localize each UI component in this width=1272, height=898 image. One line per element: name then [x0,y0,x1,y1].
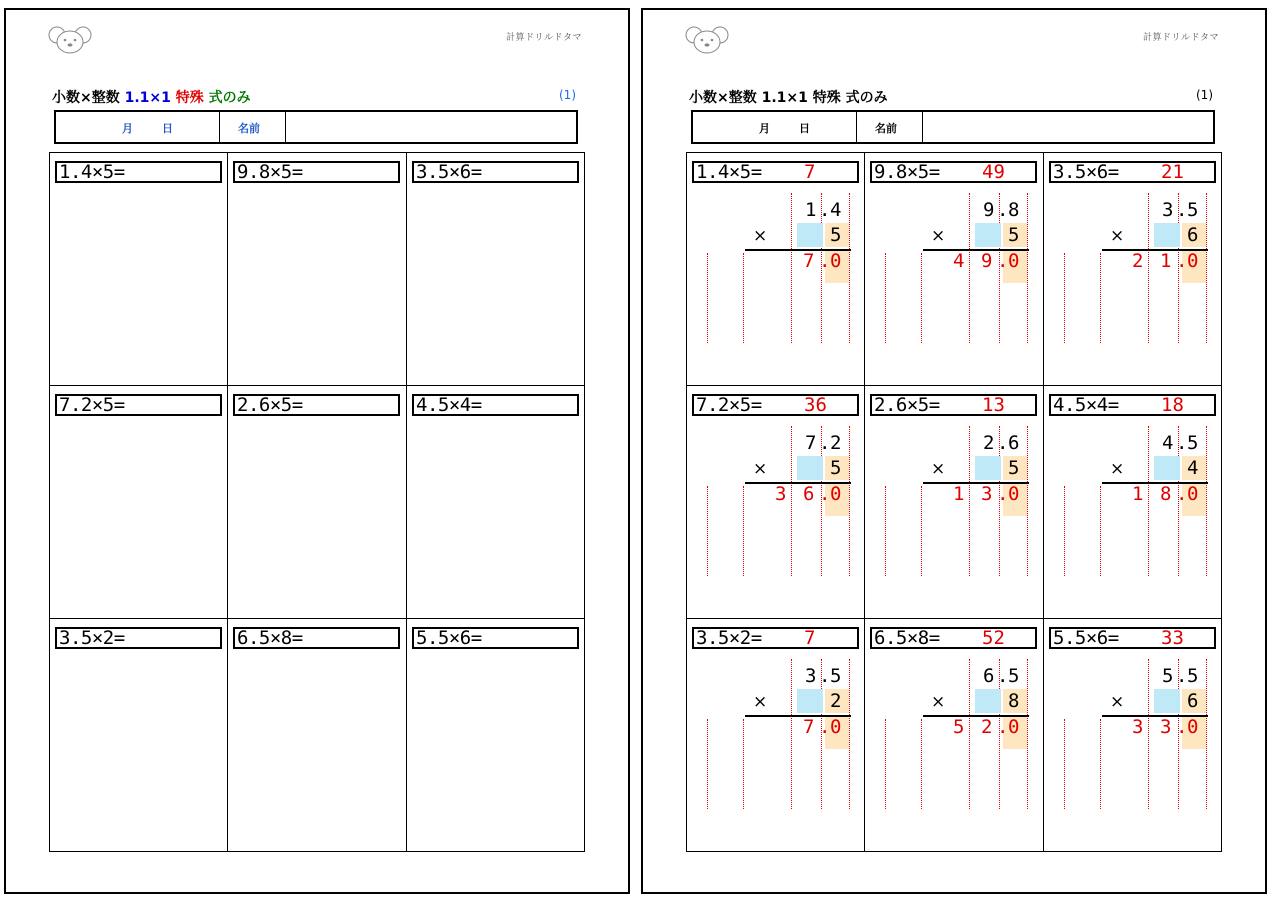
guide-line [1100,486,1101,576]
problem-expression: 3.5×6= [416,161,482,183]
problem-cell [228,386,406,619]
guide-line [885,253,886,343]
problem-expression: 3.5×2= [696,627,762,649]
brand-label: 計算ドリルドタマ [505,33,582,43]
result-digit: 0 [1187,483,1199,505]
problem-box [412,394,579,416]
result-digit: 2 [1132,250,1144,272]
result-digit: 1 [953,483,965,505]
problem-cell [50,619,228,852]
problem-box [1049,627,1216,649]
guide-line [791,659,792,809]
result-decimal-point: . [1176,716,1188,738]
guide-line [849,426,850,576]
result-decimal-point: . [819,483,831,505]
guide-line [791,426,792,576]
problem-cell [687,619,865,852]
result-digit: 0 [1187,250,1199,272]
times-sign: × [1110,692,1125,712]
multiplier-digit: 4 [1187,457,1199,479]
result-digit: 3 [1160,716,1172,738]
top-digit: 2 [983,432,995,454]
guide-line [1064,719,1065,809]
result-digit: 7 [803,250,815,272]
result-digit: 0 [830,250,842,272]
top-digit: 9 [983,199,995,221]
top-digit: 3 [805,665,817,687]
result-digit: 6 [803,483,815,505]
guide-line [1206,193,1207,343]
guide-line [743,253,744,343]
problem-expression: 7.2×5= [696,394,762,416]
guide-line [849,193,850,343]
top-decimal-point: . [819,665,831,687]
problem-cell [1044,619,1222,852]
times-sign: × [753,226,768,246]
title-special: 特殊 [175,90,204,106]
guide-line [707,719,708,809]
guide-line [969,659,970,809]
problem-cell [407,619,585,852]
problem-cell [228,153,406,386]
problem-box [233,394,400,416]
problem-expression: 1.4×5= [59,161,125,183]
guide-line [849,659,850,809]
title-special: 特殊 [812,90,841,106]
top-decimal-point: . [819,432,831,454]
name-label: 名前 [238,122,260,135]
problem-box [412,161,579,183]
problem-cell [50,153,228,386]
guide-line [885,486,886,576]
top-digit: 4 [1162,432,1174,454]
name-box [691,110,1215,144]
times-sign: × [753,459,768,479]
name-label-cell [220,112,286,142]
top-decimal-point: . [1176,199,1188,221]
guide-line [707,253,708,343]
title-range: 1.1×1 [761,90,808,106]
problem-cell [228,619,406,852]
problem-box [692,394,859,416]
problem-box [55,627,222,649]
result-digit: 1 [1160,250,1172,272]
guide-line [1148,426,1149,576]
top-decimal-point: . [819,199,831,221]
multiplier-digit: 2 [830,690,842,712]
guide-line [743,719,744,809]
top-digit: 1 [805,199,817,221]
day-label: 日 [799,122,810,135]
answer-text: 33 [1161,627,1184,649]
problem-cell [1044,153,1222,386]
top-decimal-point: . [997,199,1009,221]
worksheet-title [52,87,251,107]
problem-box [692,161,859,183]
title-prefix: 小数×整数 [52,90,120,106]
blank-digit-box [1154,689,1180,713]
answer-text: 7 [804,627,816,649]
page-number: (1) [1196,88,1213,102]
problem-box [412,627,579,649]
multiplier-digit: 6 [1187,224,1199,246]
title-prefix: 小数×整数 [689,90,757,106]
result-decimal-point: . [1176,250,1188,272]
date-field[interactable] [56,112,220,142]
guide-line [1100,719,1101,809]
times-sign: × [931,226,946,246]
top-decimal-point: . [997,432,1009,454]
guide-line [921,253,922,343]
result-digit: 3 [981,483,993,505]
times-sign: × [931,459,946,479]
multiplier-digit: 5 [1008,457,1020,479]
result-digit: 0 [1008,483,1020,505]
problem-expression: 1.4×5= [696,161,762,183]
guide-line [921,486,922,576]
blank-digit-box [975,456,1001,480]
guide-line [1064,253,1065,343]
times-sign: × [753,692,768,712]
worksheet-title [689,87,888,107]
guide-line [707,486,708,576]
multiplier-digit: 6 [1187,690,1199,712]
times-sign: × [931,692,946,712]
guide-line [969,193,970,343]
problem-cell [687,153,865,386]
result-digit: 2 [981,716,993,738]
problem-cell [50,386,228,619]
guide-line [1027,426,1028,576]
name-label-cell [857,112,923,142]
result-digit: 9 [981,250,993,272]
answer-sheet [641,8,1267,894]
blank-digit-box [1154,223,1180,247]
problem-cell [865,619,1043,852]
blank-digit-box [1154,456,1180,480]
problem-cell [687,386,865,619]
top-digit: 8 [1008,199,1020,221]
blank-digit-box [797,223,823,247]
answer-text: 21 [1161,161,1184,183]
top-digit: 6 [1008,432,1020,454]
guide-line [1148,193,1149,343]
times-sign: × [1110,459,1125,479]
guide-line [921,719,922,809]
guide-line [1206,659,1207,809]
problem-grid-right [686,152,1222,852]
title-formula: 式のみ [845,90,888,106]
times-sign: × [1110,226,1125,246]
blank-digit-box [797,689,823,713]
result-digit: 7 [803,716,815,738]
problem-cell [1044,386,1222,619]
result-digit: 3 [775,483,787,505]
mouse-logo-icon [48,26,92,54]
result-digit: 0 [830,483,842,505]
page-number: (1) [559,88,576,102]
result-digit: 0 [1008,716,1020,738]
problem-box [233,627,400,649]
result-decimal-point: . [819,250,831,272]
date-field[interactable] [693,112,857,142]
problem-expression: 3.5×2= [59,627,125,649]
top-digit: 7 [805,432,817,454]
multiplier-digit: 5 [1008,224,1020,246]
problem-cell [407,386,585,619]
top-decimal-point: . [1176,665,1188,687]
top-digit: 5 [1008,665,1020,687]
guide-line [743,486,744,576]
result-digit: 5 [953,716,965,738]
guide-line [969,426,970,576]
result-decimal-point: . [997,716,1009,738]
result-digit: 1 [1132,483,1144,505]
blank-digit-box [797,456,823,480]
problem-expression: 3.5×6= [1053,161,1119,183]
answer-text: 18 [1161,394,1184,416]
brand-label: 計算ドリルドタマ [1142,33,1219,43]
top-digit: 5 [1162,665,1174,687]
problem-cell [407,153,585,386]
top-digit: 2 [830,432,842,454]
title-range: 1.1×1 [124,90,171,106]
guide-line [885,719,886,809]
top-digit: 5 [1187,432,1199,454]
result-digit: 0 [830,716,842,738]
name-label: 名前 [875,122,897,135]
answer-text: 13 [982,394,1005,416]
problem-expression: 2.6×5= [237,394,303,416]
top-digit: 3 [1162,199,1174,221]
problem-expression: 5.5×6= [416,627,482,649]
result-decimal-point: . [997,250,1009,272]
top-decimal-point: . [997,665,1009,687]
question-sheet [4,8,630,894]
result-digit: 0 [1008,250,1020,272]
answer-text: 52 [982,627,1005,649]
answer-text: 49 [982,161,1005,183]
problem-box [870,394,1037,416]
result-digit: 0 [1187,716,1199,738]
top-decimal-point: . [1176,432,1188,454]
guide-line [1027,193,1028,343]
problem-expression: 7.2×5= [59,394,125,416]
result-digit: 3 [1132,716,1144,738]
problem-box [1049,161,1216,183]
blank-digit-box [975,223,1001,247]
result-decimal-point: . [997,483,1009,505]
multiplier-digit: 5 [830,224,842,246]
problem-expression: 4.5×4= [1053,394,1119,416]
multiplier-digit: 8 [1008,690,1020,712]
answer-text: 7 [804,161,816,183]
problem-expression: 5.5×6= [1053,627,1119,649]
guide-line [1027,659,1028,809]
problem-expression: 9.8×5= [237,161,303,183]
guide-line [791,193,792,343]
top-digit: 6 [983,665,995,687]
guide-line [1206,426,1207,576]
problem-box [233,161,400,183]
problem-expression: 2.6×5= [874,394,940,416]
day-label: 日 [162,122,173,135]
problem-cell [865,153,1043,386]
guide-line [1100,253,1101,343]
mouse-logo-icon [685,26,729,54]
guide-line [1148,659,1149,809]
top-digit: 4 [830,199,842,221]
problem-box [692,627,859,649]
name-box [54,110,578,144]
result-decimal-point: . [1176,483,1188,505]
top-digit: 5 [830,665,842,687]
result-digit: 8 [1160,483,1172,505]
top-digit: 5 [1187,665,1199,687]
blank-digit-box [975,689,1001,713]
result-decimal-point: . [819,716,831,738]
multiplier-digit: 5 [830,457,842,479]
problem-box [870,161,1037,183]
top-digit: 5 [1187,199,1199,221]
problem-box [1049,394,1216,416]
answer-text: 36 [804,394,827,416]
problem-expression: 4.5×4= [416,394,482,416]
result-digit: 4 [953,250,965,272]
problem-box [55,161,222,183]
problem-grid-left [49,152,585,852]
problem-expression: 6.5×8= [237,627,303,649]
month-label: 月 [122,122,133,135]
problem-box [870,627,1037,649]
problem-expression: 9.8×5= [874,161,940,183]
title-formula: 式のみ [208,90,251,106]
problem-box [55,394,222,416]
month-label: 月 [759,122,770,135]
guide-line [1064,486,1065,576]
problem-expression: 6.5×8= [874,627,940,649]
problem-cell [865,386,1043,619]
